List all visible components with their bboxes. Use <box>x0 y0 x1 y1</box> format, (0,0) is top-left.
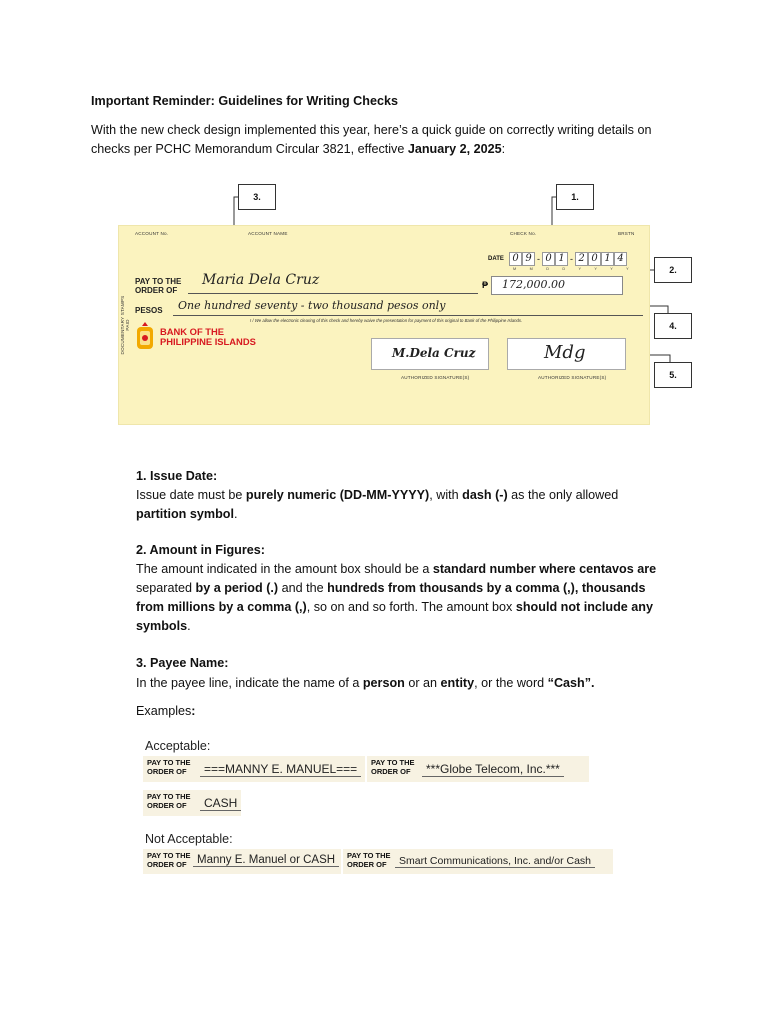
sig-label-1: AUTHORIZED SIGNATURE(S) <box>401 375 470 380</box>
date-digit: 4 <box>614 252 627 266</box>
emphasis-text: standard number where centavos are <box>432 562 657 576</box>
account-name-label: ACCOUNT NAME <box>248 231 288 236</box>
body-text: . <box>233 507 238 521</box>
payee-value: CASH <box>200 796 241 811</box>
pay-to-label <box>135 277 181 295</box>
date-digit: 0 <box>542 252 555 266</box>
bank-name <box>160 327 256 347</box>
body-text: or an <box>404 676 441 690</box>
not-acceptable-heading: Not Acceptable: <box>145 832 233 846</box>
example-not-acceptable-2 <box>343 849 613 874</box>
pay-to-line2: ORDER OF <box>147 800 187 810</box>
date-digit: 2 <box>575 252 588 266</box>
examples-colon: : <box>191 704 196 718</box>
acceptable-heading: Acceptable: <box>145 739 211 753</box>
signature-2: Mdg <box>544 342 586 363</box>
pay-to-label <box>147 793 191 810</box>
amount-words[interactable]: One hundred seventy - two thousand pesos only <box>178 299 446 312</box>
pesos-label: PESOS <box>135 306 163 315</box>
effective-date: January 2, 2025 <box>407 142 502 156</box>
emphasis-text: purely numeric (DD-MM-YYYY) <box>245 488 430 502</box>
callout-1: 1. <box>556 184 594 210</box>
payee-value: ===MANNY E. MANUEL=== <box>200 762 361 777</box>
emphasis-text: person <box>362 676 405 690</box>
pay-to-line2: ORDER OF <box>147 766 187 776</box>
consent-text: I / We allow the electronic clearing of this check and hereby waive the presentation for payment of this original to Bank of the Philippine Islands. <box>250 318 523 323</box>
date-digit: 0 <box>588 252 601 266</box>
date-label: DATE <box>488 256 504 262</box>
body-text: , or the word <box>474 676 548 690</box>
date-digit: 0 <box>509 252 522 266</box>
emphasis-text: should not include any symbols <box>136 600 653 633</box>
pay-to-line1: PAY TO THE <box>147 851 191 860</box>
body-text: as the only allowed <box>507 488 619 502</box>
body-text: , with <box>429 488 463 502</box>
callout-2: 2. <box>654 257 692 283</box>
pay-to-label <box>371 759 415 776</box>
emphasis-text: partition symbol <box>136 507 234 521</box>
section-heading: 2. Amount in Figures: <box>136 543 265 557</box>
callout-3: 3. <box>238 184 276 210</box>
pay-to-line1: PAY TO THE <box>371 758 415 767</box>
date-separator: - <box>537 254 540 264</box>
examples-label <box>136 702 196 721</box>
callout-4: 4. <box>654 313 692 339</box>
section-body <box>136 674 666 693</box>
pay-to-label <box>147 759 191 776</box>
example-acceptable-1 <box>143 756 365 782</box>
intro-end: : <box>501 142 506 156</box>
pay-to-line2: ORDER OF <box>135 286 178 295</box>
documentary-stamp-text: DOCUMENTARY STAMPS PAID <box>120 295 130 355</box>
body-text: separated <box>136 581 196 595</box>
emphasis-text: hundreds from thousands by a comma (,), thousands from millions by a comma (,) <box>136 581 646 614</box>
sig-label-2: AUTHORIZED SIGNATURE(S) <box>538 375 607 380</box>
signature-box-2[interactable] <box>507 338 626 370</box>
emphasis-text: dash (-) <box>462 488 508 502</box>
amount-box[interactable] <box>491 276 623 295</box>
pay-to-line1: PAY TO THE <box>147 792 191 801</box>
date-separator: - <box>570 254 573 264</box>
section-body <box>136 486 666 524</box>
payee-value: Manny E. Manuel or CASH <box>193 854 339 867</box>
pay-to-line1: PAY TO THE <box>135 277 182 286</box>
bank-name-line1: BANK OF THE <box>160 326 225 337</box>
emphasis-text: “Cash”. <box>547 676 595 690</box>
amount-figures: 172,000.00 <box>502 278 565 291</box>
bpi-crest-icon <box>134 321 156 351</box>
amount-words-line <box>173 315 643 316</box>
brstn-label: BRSTN <box>618 231 635 236</box>
section-body <box>136 560 672 636</box>
section-heading: 1. Issue Date: <box>136 469 218 483</box>
emphasis-text: by a period (.) <box>195 581 279 595</box>
peso-sign: ₱ <box>482 280 489 290</box>
pay-to-label <box>347 852 391 869</box>
page-title: Important Reminder: Guidelines for Writing Checks <box>91 94 398 108</box>
payee-line <box>188 293 478 294</box>
signature-1: M.Dela Cruz <box>392 346 476 360</box>
body-text: , so on and so forth. The amount box <box>306 600 516 614</box>
example-not-acceptable-1 <box>143 849 341 874</box>
examples-text: Examples <box>136 704 192 718</box>
body-text: and the <box>278 581 328 595</box>
date-field[interactable] <box>509 252 627 266</box>
pay-to-line1: PAY TO THE <box>147 758 191 767</box>
bank-name-line2: PHILIPPINE ISLANDS <box>160 336 256 347</box>
date-digit: 1 <box>555 252 568 266</box>
pay-to-line2: ORDER OF <box>147 859 187 869</box>
pay-to-line2: ORDER OF <box>347 859 387 869</box>
emphasis-text: entity <box>440 676 475 690</box>
body-text: . <box>187 619 191 633</box>
sample-check <box>118 225 650 425</box>
payee-name[interactable]: Maria Dela Cruz <box>202 272 320 288</box>
payee-value: ***Globe Telecom, Inc.*** <box>422 762 564 777</box>
check-no-label: CHECK No. <box>510 231 537 236</box>
example-acceptable-3 <box>143 790 241 816</box>
intro-text: With the new check design implemented this year, here’s a quick guide on correctly writing details on checks per PCHC Memorandum Circular 3821, effective <box>91 123 652 156</box>
body-text: The amount indicated in the amount box should be a <box>136 562 433 576</box>
body-text: Issue date must be <box>136 488 246 502</box>
pay-to-label <box>147 852 191 869</box>
section-heading: 3. Payee Name: <box>136 656 229 670</box>
account-no-label: ACCOUNT No. <box>135 231 169 236</box>
signature-box-1[interactable] <box>371 338 489 370</box>
date-digit: 9 <box>522 252 535 266</box>
example-acceptable-2 <box>367 756 589 782</box>
date-format-hint: M M D D Y Y Y Y <box>513 267 635 271</box>
body-text: In the payee line, indicate the name of a <box>136 676 363 690</box>
pay-to-line1: PAY TO THE <box>347 851 391 860</box>
callout-5: 5. <box>654 362 692 388</box>
date-digit: 1 <box>601 252 614 266</box>
payee-value: Smart Communications, Inc. and/or Cash <box>395 855 595 868</box>
pay-to-line2: ORDER OF <box>371 766 411 776</box>
